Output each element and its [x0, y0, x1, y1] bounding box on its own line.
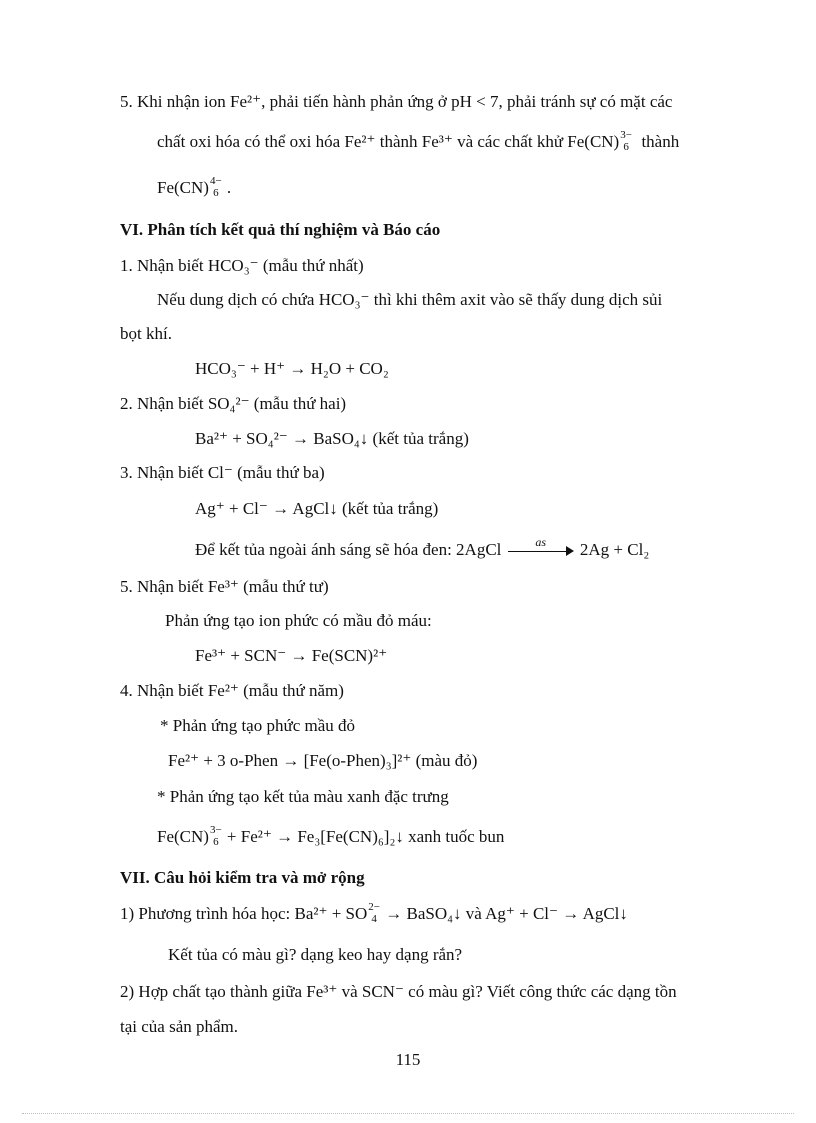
s7-question1-sub: Kết tủa có màu gì? dạng keo hay dạng rắn?	[168, 945, 463, 964]
eq3b-right: 2Ag + Cl₂	[579, 540, 650, 559]
item5-line2-end: thành	[641, 132, 680, 151]
frac-top: 4−	[209, 175, 222, 188]
s6-equation3b	[195, 535, 650, 561]
section6-title: VI. Phân tích kết quả thí nghiệm và Báo cáo	[120, 220, 441, 239]
frac-top: 3−	[620, 129, 632, 142]
s6-para1b: bọt khí.	[120, 324, 172, 343]
s6-para5: Phản ứng tạo ion phức có mầu đỏ máu:	[165, 611, 432, 630]
s6-equation4b	[157, 826, 504, 850]
s6-heading1: 1. Nhận biết HCO₃⁻ (mẫu thứ nhất)	[120, 256, 364, 275]
section7-title: VII. Câu hỏi kiểm tra và mở rộng	[120, 868, 365, 887]
item5-line3	[157, 177, 231, 201]
eq3b-left: Để kết tủa ngoài ánh sáng sẽ hóa đen: 2AgCl	[195, 540, 502, 559]
s6-equation4a: Fe²⁺ + 3 o-Phen → [Fe(o-Phen)₃]²⁺ (màu đỏ)	[168, 751, 478, 770]
eq4b-left: Fe(CN)	[157, 827, 209, 846]
page-number: 115	[395, 1050, 421, 1069]
s6-heading5: 5. Nhận biết Fe³⁺ (mẫu thứ tư)	[120, 577, 329, 596]
arrow-label: as	[535, 535, 546, 550]
s6-heading4: 4. Nhận biết Fe²⁺ (mẫu thứ năm)	[120, 681, 344, 700]
s6-equation5: Fe³⁺ + SCN⁻ → Fe(SCN)²⁺	[195, 646, 388, 665]
frac-top: 3−	[209, 824, 222, 837]
s7-question1	[120, 903, 628, 927]
item5-line2-text: chất oxi hóa có thể oxi hóa Fe²⁺ thành Fe³⁺ và các chất khử Fe(CN)	[157, 132, 620, 151]
item5-line2	[157, 131, 679, 155]
frac-top: 2−	[368, 901, 380, 914]
s6-para1a: Nếu dung dịch có chứa HCO₃⁻ thì khi thêm axit vào sẽ thấy dung dịch sủi	[157, 290, 663, 309]
item5-line3-end: .	[226, 178, 232, 197]
fraction-cn6-4	[210, 175, 222, 199]
s6-equation3: Ag⁺ + Cl⁻ → AgCl↓ (kết tủa trắng)	[195, 499, 439, 518]
s6-heading3: 3. Nhận biết Cl⁻ (mẫu thứ ba)	[120, 463, 325, 482]
s6-equation1: HCO₃⁻ + H⁺ → H₂O + CO₂	[195, 359, 389, 378]
s6-equation2: Ba²⁺ + SO₄²⁻ → BaSO₄↓ (kết tủa trắng)	[195, 429, 469, 448]
frac-bottom: 6	[623, 141, 629, 154]
frac-bottom: 6	[213, 836, 219, 849]
fraction-cn6-3	[620, 129, 632, 153]
q1-right: → BaSO₄↓ và Ag⁺ + Cl⁻ → AgCl↓	[380, 904, 628, 923]
reaction-arrow	[508, 535, 574, 561]
s6-para4b: * Phản ứng tạo kết tủa màu xanh đặc trưng	[157, 787, 449, 806]
s7-question2b: tại của sản phẩm.	[120, 1017, 239, 1036]
s6-heading2: 2. Nhận biết SO₄²⁻ (mẫu thứ hai)	[120, 394, 347, 413]
item5-line3-text: Fe(CN)	[157, 178, 209, 197]
footer-dotted-line	[22, 1113, 794, 1114]
item5-line1: 5. Khi nhận ion Fe²⁺, phải tiến hành phản ứng ở pH < 7, phải tránh sự có mặt các	[120, 92, 673, 111]
frac-bottom: 4	[371, 913, 377, 926]
eq4b-right: + Fe²⁺ → Fe₃[Fe(CN)₆]₂↓ xanh tuốc bun	[222, 827, 505, 846]
frac-bottom: 6	[213, 187, 219, 200]
s7-question2a: 2) Hợp chất tạo thành giữa Fe³⁺ và SCN⁻ có màu gì? Viết công thức các dạng tồn	[120, 982, 677, 1001]
q1-left: 1) Phương trình hóa học: Ba²⁺ + SO	[120, 904, 368, 923]
s6-para4a: * Phản ứng tạo phức mầu đỏ	[160, 716, 356, 735]
fraction-cn6-3b	[210, 824, 222, 848]
fraction-so4	[368, 901, 380, 925]
